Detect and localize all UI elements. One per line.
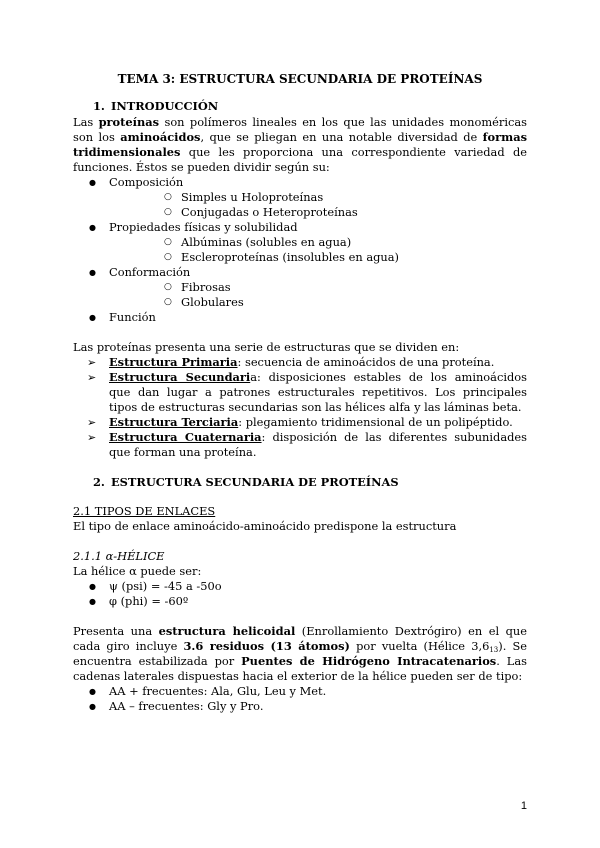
sub-list-item: ○ Conjugadas o Heteroproteínas <box>109 205 527 220</box>
list-item <box>73 175 527 220</box>
section-heading-introduccion <box>93 99 527 114</box>
text-run: Presenta una <box>73 624 159 638</box>
page-number: 1 <box>520 800 527 812</box>
list-item-label: Función <box>109 310 156 324</box>
sub-list-item: ○ Fibrosas <box>109 280 527 295</box>
intro-paragraph <box>73 115 527 175</box>
structure-item <box>73 415 527 430</box>
section-heading-estructura-secundaria <box>93 475 527 490</box>
structure-term-tail: a <box>250 370 258 384</box>
text-run: por vuelta (Hélice 3,6 <box>349 639 490 653</box>
text-run: , que se pliegan en una notable diversidad de <box>200 130 483 144</box>
document-page <box>73 72 527 714</box>
structures-list <box>73 355 527 460</box>
structure-desc: : disposición de las diferentes subunidades que forman una proteína. <box>109 430 527 459</box>
list-item <box>73 265 527 310</box>
sub-list <box>109 190 527 220</box>
subsubsection-title: 2.1.1 α-HÉLICE <box>73 549 165 563</box>
list-item: ● φ (phi) = -60º <box>73 594 527 609</box>
sub-list-item: ○ Escleroproteínas (insolubles en agua) <box>109 250 527 265</box>
text-run: son polímeros lineales en los que las unidades monoméricas son los <box>73 115 527 144</box>
sub-list <box>109 280 527 310</box>
list-item <box>73 220 527 265</box>
text-run: Las <box>73 115 99 129</box>
list-item-label: Composición <box>109 175 184 189</box>
bold-term: Puentes de Hidrógeno Intracatenarios <box>241 654 497 668</box>
text-run: . Las cadenas laterales dispuestas hacia el exterior de la hélice pueden ser de tipo: <box>73 654 527 683</box>
classification-list <box>73 175 527 325</box>
sub-list-item: ○ Albúminas (solubles en agua) <box>109 235 527 250</box>
section-number: 2. <box>93 475 105 489</box>
bold-term: formas tridimensionales <box>73 130 527 159</box>
sub-list-item: ○ Simples u Holoproteínas <box>109 190 527 205</box>
list-item: ● AA + frecuentes: Ala, Glu, Leu y Met. <box>73 684 527 699</box>
section-number: 1. <box>93 99 105 113</box>
structure-item <box>73 355 527 370</box>
structure-term: Estructura Cuaternaria <box>109 430 262 444</box>
section-title: INTRODUCCIÓN <box>111 99 219 113</box>
structure-term: Estructura Secundari <box>109 370 251 384</box>
structure-term: Estructura Primaria <box>109 355 238 369</box>
aa-types-list <box>73 684 527 714</box>
angles-list <box>73 579 527 609</box>
list-item <box>73 310 527 325</box>
subsection-title: 2.1 TIPOS DE ENLACES <box>73 504 216 518</box>
list-item: ● AA – frecuentes: Gly y Pro. <box>73 699 527 714</box>
helix-intro: La hélice α puede ser: <box>73 564 202 578</box>
structure-desc: : secuencia de aminoácidos de una proteína. <box>237 355 495 369</box>
text-run: que les proporciona una correspondiente variedad de funciones. Éstos se pueden dividir según su: <box>73 145 527 174</box>
structure-desc: : plegamiento tridimensional de un polipéptido. <box>238 415 513 429</box>
bold-term: 3.6 residuos (13 átomos) <box>183 639 350 653</box>
text-run: ). Se encuentra estabilizada por <box>73 639 528 668</box>
structure-item <box>73 370 527 415</box>
bold-term: aminoácidos <box>120 130 201 144</box>
sub-list <box>109 235 527 265</box>
structure-term: Estructura Terciaria <box>109 415 239 429</box>
list-item-label: Propiedades físicas y solubilidad <box>109 220 298 234</box>
sub-list-item: ○ Globulares <box>109 295 527 310</box>
subscript: 13 <box>489 646 499 654</box>
subsection-text: El tipo de enlace aminoácido-aminoácido predispone la estructura <box>73 519 457 533</box>
list-item-label: Conformación <box>109 265 191 279</box>
structure-item <box>73 430 527 460</box>
bold-term: estructura helicoidal <box>158 624 296 638</box>
section-title: ESTRUCTURA SECUNDARIA DE PROTEÍNAS <box>111 475 399 489</box>
bold-term: proteínas <box>98 115 160 129</box>
text-run: (Enrollamiento Dextrógiro) en el que cada giro incluye <box>73 624 527 653</box>
structure-desc: : disposiciones estables de los aminoácidos que dan lugar a patrones estructurales repetitivos. Los principales tipos de estructuras secundarias son las hélices alfa y las láminas beta. <box>109 370 527 414</box>
helix-paragraph <box>73 624 527 684</box>
structures-intro: Las proteínas presenta una serie de estructuras que se dividen en: <box>73 340 460 354</box>
list-item: ● ψ (psi) = -45 a -50o <box>73 579 527 594</box>
document-title: TEMA 3: ESTRUCTURA SECUNDARIA DE PROTEÍNAS <box>117 72 483 86</box>
